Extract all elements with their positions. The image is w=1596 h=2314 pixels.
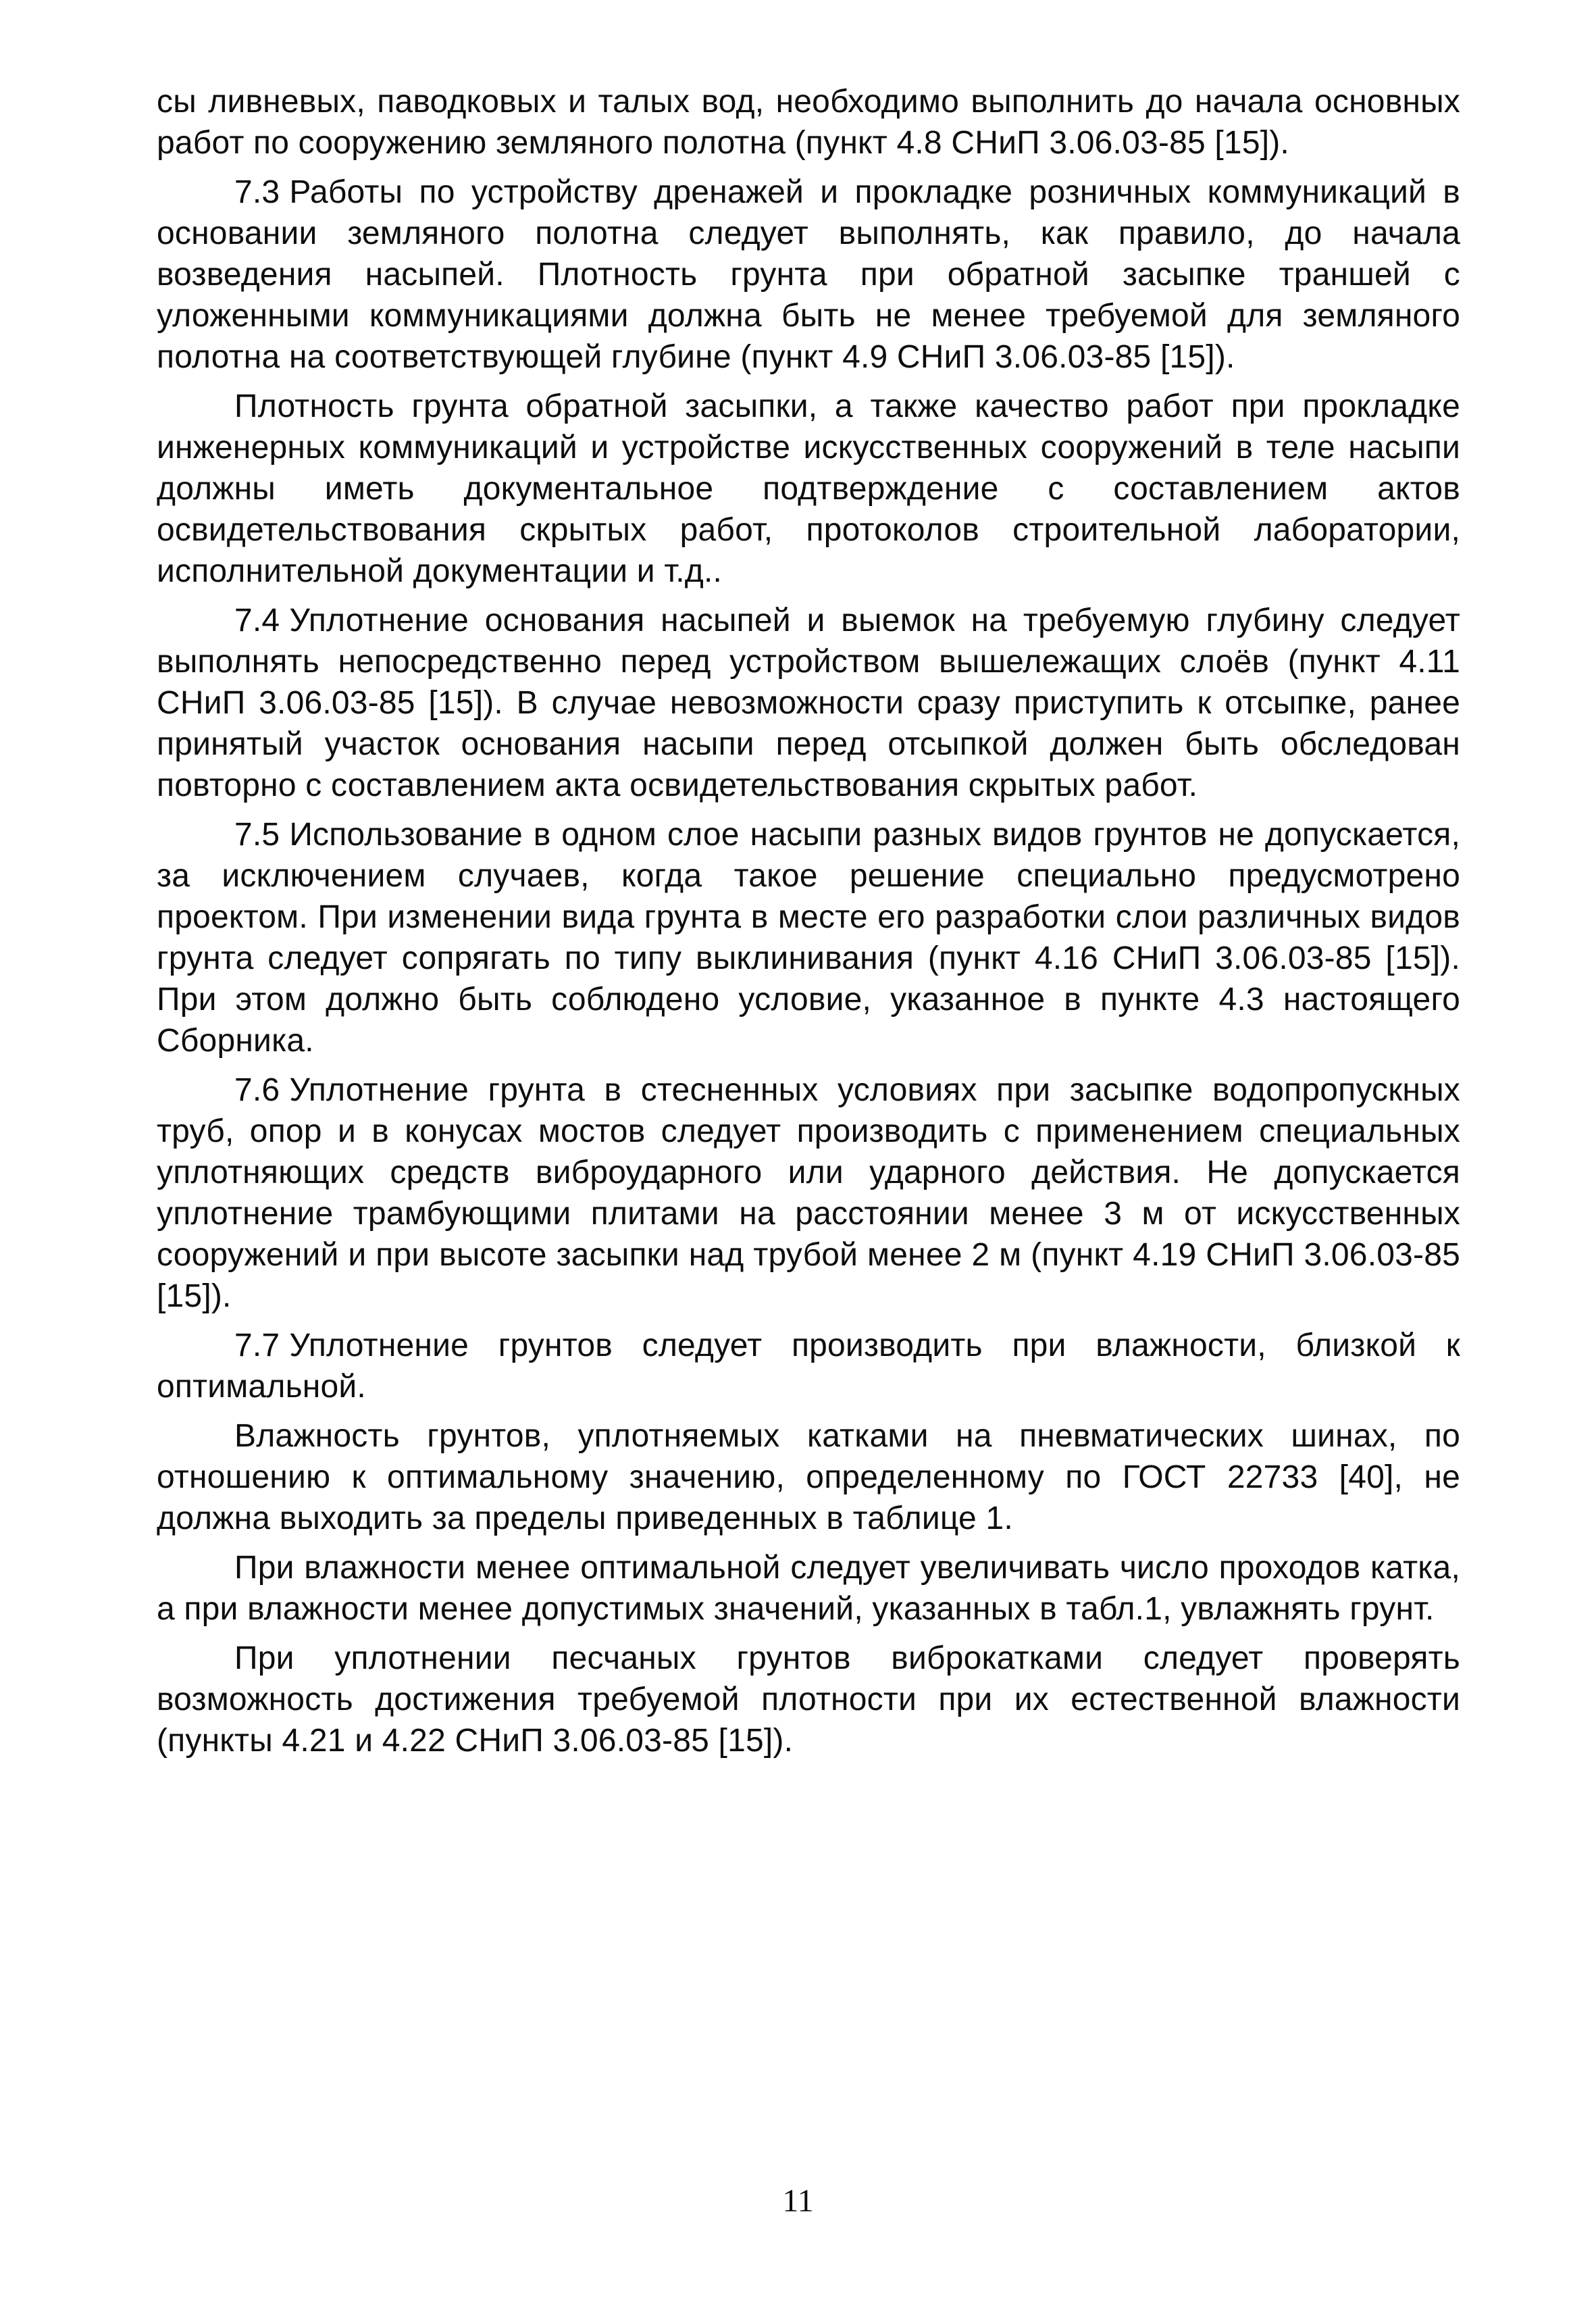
paragraph-text: Влажность грунтов, уплотняемых катками на пневматических шинах, по отношению к оптимальному значению, определенному по ГОСТ 22733 [40], не должна выходить за пределы приведенных в таблице 1. [157, 1418, 1460, 1536]
paragraph-7-7 [157, 1325, 1460, 1407]
paragraph-continuation [157, 81, 1460, 164]
paragraph-text: Работы по устройству дренажей и прокладке розничных коммуникаций в основании земляного полотна следует выполнять, как правило, до начала возведения насыпей. Плотность грунта при обратной засыпке траншей с уложенными коммуникациями должна быть не менее требуемой для земляного полотна на соответствующей глубине (пункт 4.9 СНиП 3.06.03-85 [15]). [157, 174, 1460, 375]
paragraph-7-6 [157, 1070, 1460, 1317]
paragraph-text: Уплотнение грунта в стесненных условиях при засыпке водопропускных труб, опор и в конусах мостов следует производить с применением специальных уплотняющих средств виброударного или ударного действия. Не допускается уплотнение трамбующими плитами на расстоянии менее 3 м от искусственных сооружений и при высоте засыпки над трубой менее 2 м (пункт 4.19 СНиП 3.06.03-85 [15]). [157, 1072, 1460, 1314]
paragraph-number: 7.5 [234, 817, 280, 853]
paragraph-text: Уплотнение грунтов следует производить при влажности, близкой к оптимальной. [157, 1328, 1460, 1405]
paragraph-text: Использование в одном слое насыпи разных видов грунтов не допускается, за исключением случаев, когда такое решение специально предусмотрено проектом. При изменении вида грунта в месте его разработки слои различных видов грунта следует сопрягать по типу выклинивания (пункт 4.16 СНиП 3.06.03-85 [15]). При этом должно быть соблюдено условие, указанное в пункте 4.3 настоящего Сборника. [157, 817, 1460, 1059]
paragraph-text: сы ливневых, паводковых и талых вод, необходимо выполнить до начала основных работ по сооружению земляного полотна (пункт 4.8 СНиП 3.06.03-85 [15]). [157, 84, 1460, 161]
paragraph-text: Плотность грунта обратной засыпки, а также качество работ при прокладке инженерных коммуникаций и устройстве искусственных сооружений в теле насыпи должны иметь документальное подтверждение с составлением актов освидетельствования скрытых работ, протоколов строительной лаборатории, исполнительной документации и т.д.. [157, 388, 1460, 589]
paragraph-7-3-backfill [157, 386, 1460, 592]
paragraph-7-5 [157, 814, 1460, 1061]
paragraph-number: 7.7 [234, 1328, 280, 1363]
body-text [157, 81, 1460, 1769]
paragraph-text: При уплотнении песчаных грунтов виброкатками следует проверять возможность достижения требуемой плотности при их естественной влажности (пункты 4.21 и 4.22 СНиП 3.06.03-85 [15]). [157, 1640, 1460, 1759]
page-number: 11 [782, 2183, 814, 2219]
paragraph-7-3 [157, 172, 1460, 378]
paragraph-7-7-moisture [157, 1415, 1460, 1539]
paragraph-text: При влажности менее оптимальной следует увеличивать число проходов катка, а при влажности менее допустимых значений, указанных в табл.1, увлажнять грунт. [157, 1550, 1460, 1627]
paragraph-7-7-vibro [157, 1638, 1460, 1761]
paragraph-text: Уплотнение основания насыпей и выемок на требуемую глубину следует выполнять непосредственно перед устройством вышележащих слоёв (пункт 4.11 СНиП 3.06.03-85 [15]). В случае невозможности сразу приступить к отсыпке, ранее принятый участок основания насыпи перед отсыпкой должен быть обследован повторно с составлением акта освидетельствования скрытых работ. [157, 603, 1460, 803]
paragraph-7-4 [157, 600, 1460, 806]
paragraph-number: 7.4 [234, 603, 280, 638]
paragraph-number: 7.6 [234, 1072, 280, 1108]
paragraph-number: 7.3 [234, 174, 280, 210]
paragraph-7-7-passes [157, 1547, 1460, 1630]
